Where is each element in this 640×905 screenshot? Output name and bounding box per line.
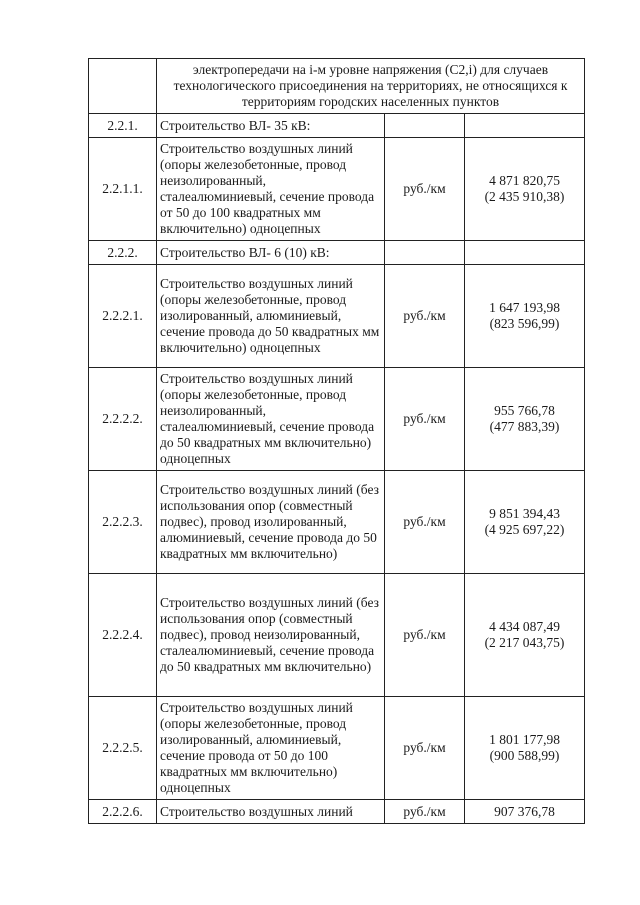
table-row — [89, 800, 585, 824]
intro-text: электропередачи на i-м уровне напряжения (С2,i) для случаев технологического присоединения на территориях, не относящихся к территориям городских населенных пунктов — [157, 59, 585, 114]
row-number: 2.2.2.5. — [89, 697, 157, 800]
table-row — [89, 471, 585, 574]
price-value: 9 851 394,43 — [489, 506, 560, 521]
row-price — [465, 800, 585, 824]
row-description: Строительство ВЛ- 6 (10) кВ: — [157, 241, 385, 265]
price-value: 955 766,78 — [494, 403, 555, 418]
price-half-value: (2 217 043,75) — [484, 635, 565, 650]
table-row — [89, 241, 585, 265]
row-description: Строительство воздушных линий (опоры железобетонные, провод изолированный, алюминиевый, сечение провода от 50 до 100 квадратных мм включительно) одноцепных — [157, 697, 385, 800]
price-half-value: (900 588,99) — [489, 748, 560, 763]
table-row — [89, 368, 585, 471]
price-half-value: (477 883,39) — [489, 419, 560, 434]
row-price — [465, 241, 585, 265]
row-description: Строительство воздушных линий — [157, 800, 385, 824]
row-price — [465, 368, 585, 471]
row-unit — [385, 114, 465, 138]
row-description: Строительство воздушных линий (опоры железобетонные, провод изолированный, алюминиевый, сечение провода до 50 квадратных мм включительно) одноцепных — [157, 265, 385, 368]
row-number: 2.2.2.6. — [89, 800, 157, 824]
row-unit: руб./км — [385, 800, 465, 824]
table-row — [89, 574, 585, 697]
row-unit — [385, 241, 465, 265]
row-unit: руб./км — [385, 138, 465, 241]
row-unit: руб./км — [385, 697, 465, 800]
table-row — [89, 114, 585, 138]
row-number: 2.2.2.2. — [89, 368, 157, 471]
row-description: Строительство воздушных линий (опоры железобетонные, провод неизолированный, сталеалюминиевый, сечение провода до 50 квадратных мм включительно) одноцепных — [157, 368, 385, 471]
row-number: 2.2.1.1. — [89, 138, 157, 241]
price-half-value: (2 435 910,38) — [484, 189, 565, 204]
row-price — [465, 471, 585, 574]
row-description: Строительство воздушных линий (без использования опор (совместный подвес), провод изолированный, алюминиевый, сечение провода до 50 квадратных мм включительно) — [157, 471, 385, 574]
row-number: 2.2.2.1. — [89, 265, 157, 368]
price-half-value: (823 596,99) — [489, 316, 560, 331]
price-half-value: (4 925 697,22) — [484, 522, 565, 537]
price-value: 4 871 820,75 — [489, 173, 560, 188]
table-row — [89, 265, 585, 368]
row-unit: руб./км — [385, 368, 465, 471]
tariff-table — [88, 58, 585, 824]
row-price — [465, 697, 585, 800]
row-number: 2.2.2. — [89, 241, 157, 265]
row-number: 2.2.2.4. — [89, 574, 157, 697]
price-value: 1 647 193,98 — [489, 300, 560, 315]
row-price — [465, 265, 585, 368]
row-unit: руб./км — [385, 574, 465, 697]
row-price — [465, 114, 585, 138]
row-number-cell — [89, 59, 157, 114]
row-description: Строительство ВЛ- 35 кВ: — [157, 114, 385, 138]
row-unit: руб./км — [385, 471, 465, 574]
price-value: 907 376,78 — [494, 803, 555, 819]
price-value: 4 434 087,49 — [489, 619, 560, 634]
row-number: 2.2.1. — [89, 114, 157, 138]
row-price — [465, 138, 585, 241]
row-number: 2.2.2.3. — [89, 471, 157, 574]
table-row — [89, 138, 585, 241]
row-description: Строительство воздушных линий (без использования опор (совместный подвес), провод неизолированный, сталеалюминиевый, сечение провода до 50 квадратных мм включительно) — [157, 574, 385, 697]
price-value: 1 801 177,98 — [489, 732, 560, 747]
row-unit: руб./км — [385, 265, 465, 368]
table-row — [89, 697, 585, 800]
table-row-intro — [89, 59, 585, 114]
row-price — [465, 574, 585, 697]
row-description: Строительство воздушных линий (опоры железобетонные, провод неизолированный, сталеалюминиевый, сечение провода от 50 до 100 квадратных мм включительно) одноцепных — [157, 138, 385, 241]
